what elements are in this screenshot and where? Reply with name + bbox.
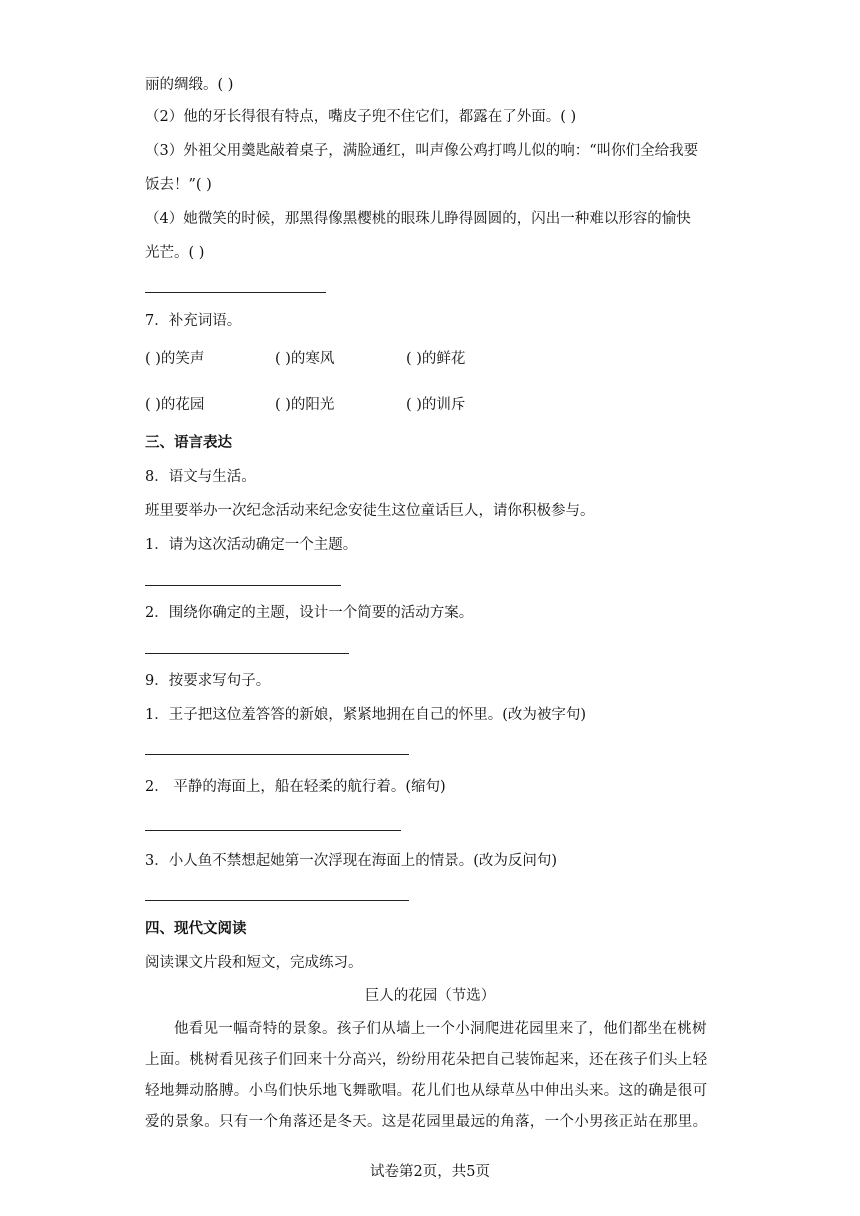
q8-title: 8．语文与生活。 [145,469,256,485]
q9-part2-answer-line[interactable] [145,830,401,831]
q6-sentence2: （2）他的牙长得很有特点，嘴皮子兜不住它们，都露在了外面。( ) [145,109,577,125]
q7-row1-item1: ( )的笑声 [145,351,205,367]
q7-row2-item1: ( )的花园 [145,397,205,413]
q6-sentence4-line2: 光芒。( ) [145,245,205,261]
q7-row2-item2: ( )的阳光 [275,397,335,413]
article-title: 巨人的花园（节选） [364,988,496,1004]
q9-part1: 1．王子把这位羞答答的新娘，紧紧地拥在自己的怀里。(改为被字句) [145,707,587,723]
q8-intro: 班里要举办一次纪念活动来纪念安徒生这位童话巨人，请你积极参与。 [145,503,595,519]
q9-part1-answer-line[interactable] [145,754,409,755]
q6-sentence4-line1: （4）她微笑的时候，那黑得像黑樱桃的眼珠儿睁得圆圆的，闪出一种难以形容的愉快 [145,211,691,227]
reading-intro: 阅读课文片段和短文，完成练习。 [145,955,363,971]
q7-row2-item3: ( )的训斥 [406,397,466,413]
q8-part1-answer-line[interactable] [145,585,341,586]
page-footer: 试卷第2页，共5页 [370,1164,490,1180]
q6-answer-line[interactable] [145,292,326,293]
q7-title: 7．补充词语。 [145,313,242,329]
q7-row1-item2: ( )的寒风 [275,351,335,367]
q8-part1: 1．请为这次活动确定一个主题。 [145,537,358,553]
q6-sentence3-line2: 饭去！”( ) [145,177,212,193]
q6-sentence1-continuation: 丽的绸缎。( ) [145,77,234,93]
q9-title: 9．按要求写句子。 [145,673,271,689]
q9-part3-answer-line[interactable] [145,900,409,901]
q7-row1-item3: ( )的鲜花 [406,351,466,367]
q9-part2: 2． 平静的海面上，船在轻柔的航行着。(缩句) [145,779,446,795]
q8-part2: 2．围绕你确定的主题，设计一个简要的活动方案。 [145,605,474,621]
section4-heading: 四、现代文阅读 [145,920,247,937]
q9-part3: 3．小人鱼不禁想起她第一次浮现在海面上的情景。(改为反问句) [145,853,558,869]
q8-part2-answer-line[interactable] [145,653,349,654]
article-paragraph: 他看见一幅奇特的景象。孩子们从墙上一个小洞爬进花园里来了，他们都坐在桃树上面。桃树看见孩子们回来十分高兴，纷纷用花朵把自己装饰起来，还在孩子们头上轻轻地舞动胳膊。小鸟们快乐地飞舞歌唱。花儿们也从绿草丛中伸出头来。这的确是很可爱的景象。只有一个角落还是冬天。这是花园里最远的角落，一个小男孩正站在那里。 [145,1021,708,1130]
section3-heading: 三、语言表达 [145,434,232,451]
q6-sentence3-line1: （3）外祖父用羹匙敲着桌子，满脸通红，叫声像公鸡打鸣儿似的响：“叫你们全给我要 [145,143,699,159]
